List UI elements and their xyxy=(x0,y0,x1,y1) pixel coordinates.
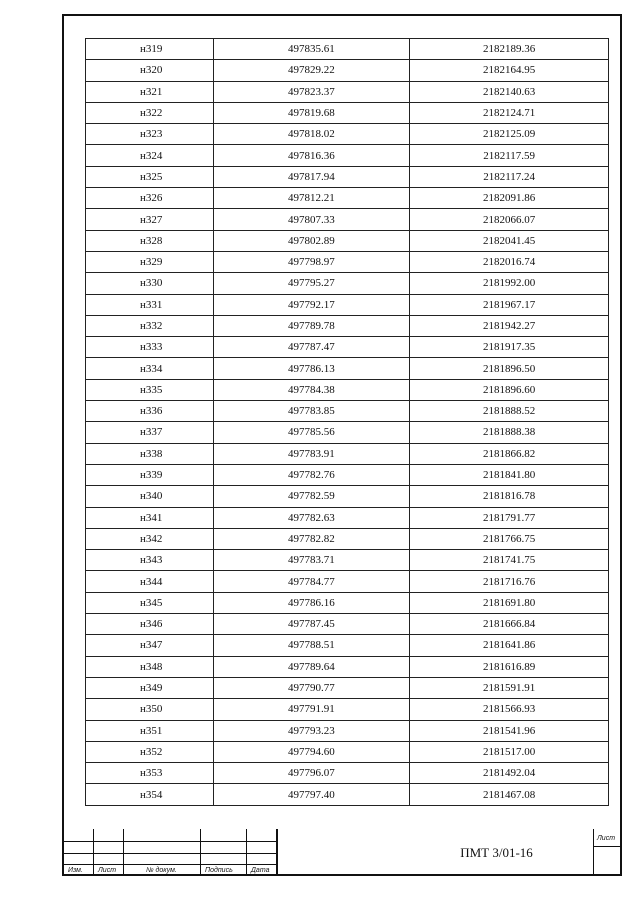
table-row xyxy=(86,486,609,507)
table-row xyxy=(86,656,609,677)
point-name-cell: н340 xyxy=(86,486,214,507)
table-row xyxy=(86,60,609,81)
x-coordinate-cell: 497819.68 xyxy=(213,102,410,123)
table-row xyxy=(86,81,609,102)
document-code: ПМТ 3/01-16 xyxy=(460,845,533,860)
point-name-cell: н351 xyxy=(86,720,214,741)
x-coordinate-cell: 497829.22 xyxy=(213,60,410,81)
point-name-cell: н334 xyxy=(86,358,214,379)
x-coordinate-cell: 497787.47 xyxy=(213,337,410,358)
y-coordinate-cell: 2182091.86 xyxy=(410,188,609,209)
point-name-cell: н338 xyxy=(86,443,214,464)
y-coordinate-cell: 2181492.04 xyxy=(410,763,609,784)
point-name-cell: н336 xyxy=(86,401,214,422)
coordinates-table xyxy=(85,38,609,806)
point-name-cell: н342 xyxy=(86,528,214,549)
x-coordinate-cell: 497785.56 xyxy=(213,422,410,443)
table-row xyxy=(86,720,609,741)
x-coordinate-cell: 497782.82 xyxy=(213,528,410,549)
table-row xyxy=(86,571,609,592)
point-name-cell: н347 xyxy=(86,635,214,656)
x-coordinate-cell: 497802.89 xyxy=(213,230,410,251)
point-name-cell: н328 xyxy=(86,230,214,251)
y-coordinate-cell: 2181866.82 xyxy=(410,443,609,464)
point-name-cell: н323 xyxy=(86,124,214,145)
table-row xyxy=(86,443,609,464)
y-coordinate-cell: 2181691.80 xyxy=(410,592,609,613)
point-name-cell: н350 xyxy=(86,699,214,720)
x-coordinate-cell: 497807.33 xyxy=(213,209,410,230)
y-coordinate-cell: 2182117.59 xyxy=(410,145,609,166)
table-row xyxy=(86,102,609,123)
table-row xyxy=(86,699,609,720)
x-coordinate-cell: 497795.27 xyxy=(213,273,410,294)
y-coordinate-cell: 2181896.60 xyxy=(410,379,609,400)
x-coordinate-cell: 497790.77 xyxy=(213,677,410,698)
label-sheet: Лист xyxy=(597,835,616,842)
table-row xyxy=(86,741,609,762)
x-coordinate-cell: 497787.45 xyxy=(213,614,410,635)
table-row xyxy=(86,188,609,209)
x-coordinate-cell: 497784.38 xyxy=(213,379,410,400)
x-coordinate-cell: 497797.40 xyxy=(213,784,410,805)
label-izm: Изм. xyxy=(68,867,83,874)
table-row xyxy=(86,401,609,422)
table-row xyxy=(86,230,609,251)
x-coordinate-cell: 497783.91 xyxy=(213,443,410,464)
point-name-cell: н322 xyxy=(86,102,214,123)
y-coordinate-cell: 2182066.07 xyxy=(410,209,609,230)
y-coordinate-cell: 2181517.00 xyxy=(410,741,609,762)
x-coordinate-cell: 497789.78 xyxy=(213,315,410,336)
y-coordinate-cell: 2182125.09 xyxy=(410,124,609,145)
y-coordinate-cell: 2181741.75 xyxy=(410,550,609,571)
point-name-cell: н321 xyxy=(86,81,214,102)
x-coordinate-cell: 497792.17 xyxy=(213,294,410,315)
y-coordinate-cell: 2182140.63 xyxy=(410,81,609,102)
coordinates-table-body xyxy=(86,39,609,806)
x-coordinate-cell: 497782.63 xyxy=(213,507,410,528)
point-name-cell: н346 xyxy=(86,614,214,635)
x-coordinate-cell: 497794.60 xyxy=(213,741,410,762)
y-coordinate-cell: 2181566.93 xyxy=(410,699,609,720)
table-row xyxy=(86,209,609,230)
table-row xyxy=(86,464,609,485)
y-coordinate-cell: 2181591.91 xyxy=(410,677,609,698)
y-coordinate-cell: 2181541.96 xyxy=(410,720,609,741)
y-coordinate-cell: 2181666.84 xyxy=(410,614,609,635)
point-name-cell: н319 xyxy=(86,39,214,60)
x-coordinate-cell: 497818.02 xyxy=(213,124,410,145)
y-coordinate-cell: 2181841.80 xyxy=(410,464,609,485)
y-coordinate-cell: 2181992.00 xyxy=(410,273,609,294)
point-name-cell: н326 xyxy=(86,188,214,209)
y-coordinate-cell: 2181791.77 xyxy=(410,507,609,528)
x-coordinate-cell: 497786.16 xyxy=(213,592,410,613)
x-coordinate-cell: 497793.23 xyxy=(213,720,410,741)
point-name-cell: н344 xyxy=(86,571,214,592)
x-coordinate-cell: 497816.36 xyxy=(213,145,410,166)
table-row xyxy=(86,614,609,635)
y-coordinate-cell: 2181888.38 xyxy=(410,422,609,443)
table-row xyxy=(86,379,609,400)
x-coordinate-cell: 497823.37 xyxy=(213,81,410,102)
point-name-cell: н341 xyxy=(86,507,214,528)
table-row xyxy=(86,294,609,315)
y-coordinate-cell: 2181967.17 xyxy=(410,294,609,315)
point-name-cell: н329 xyxy=(86,251,214,272)
table-row xyxy=(86,273,609,294)
y-coordinate-cell: 2182016.74 xyxy=(410,251,609,272)
point-name-cell: н335 xyxy=(86,379,214,400)
table-row xyxy=(86,528,609,549)
y-coordinate-cell: 2181816.78 xyxy=(410,486,609,507)
x-coordinate-cell: 497788.51 xyxy=(213,635,410,656)
table-row xyxy=(86,635,609,656)
table-row xyxy=(86,124,609,145)
y-coordinate-cell: 2181917.35 xyxy=(410,337,609,358)
x-coordinate-cell: 497817.94 xyxy=(213,166,410,187)
x-coordinate-cell: 497791.91 xyxy=(213,699,410,720)
point-name-cell: н325 xyxy=(86,166,214,187)
x-coordinate-cell: 497835.61 xyxy=(213,39,410,60)
x-coordinate-cell: 497798.97 xyxy=(213,251,410,272)
point-name-cell: н339 xyxy=(86,464,214,485)
point-name-cell: н345 xyxy=(86,592,214,613)
y-coordinate-cell: 2181467.08 xyxy=(410,784,609,805)
table-row xyxy=(86,507,609,528)
table-row xyxy=(86,39,609,60)
point-name-cell: н333 xyxy=(86,337,214,358)
table-row xyxy=(86,677,609,698)
title-block xyxy=(62,829,622,876)
point-name-cell: н324 xyxy=(86,145,214,166)
point-name-cell: н353 xyxy=(86,763,214,784)
table-row xyxy=(86,145,609,166)
x-coordinate-cell: 497783.85 xyxy=(213,401,410,422)
point-name-cell: н320 xyxy=(86,60,214,81)
label-doc-number: № докум. xyxy=(146,867,177,874)
y-coordinate-cell: 2182117.24 xyxy=(410,166,609,187)
label-signature: Подпись xyxy=(205,867,233,874)
y-coordinate-cell: 2181641.86 xyxy=(410,635,609,656)
y-coordinate-cell: 2182041.45 xyxy=(410,230,609,251)
y-coordinate-cell: 2182189.36 xyxy=(410,39,609,60)
point-name-cell: н330 xyxy=(86,273,214,294)
x-coordinate-cell: 497784.77 xyxy=(213,571,410,592)
point-name-cell: н332 xyxy=(86,315,214,336)
table-row xyxy=(86,784,609,805)
point-name-cell: н337 xyxy=(86,422,214,443)
x-coordinate-cell: 497796.07 xyxy=(213,763,410,784)
label-date: Дата xyxy=(251,867,270,874)
y-coordinate-cell: 2181888.52 xyxy=(410,401,609,422)
y-coordinate-cell: 2181766.75 xyxy=(410,528,609,549)
x-coordinate-cell: 497812.21 xyxy=(213,188,410,209)
y-coordinate-cell: 2181616.89 xyxy=(410,656,609,677)
y-coordinate-cell: 2181716.76 xyxy=(410,571,609,592)
y-coordinate-cell: 2181942.27 xyxy=(410,315,609,336)
x-coordinate-cell: 497782.76 xyxy=(213,464,410,485)
table-row xyxy=(86,422,609,443)
table-row xyxy=(86,550,609,571)
point-name-cell: н354 xyxy=(86,784,214,805)
y-coordinate-cell: 2181896.50 xyxy=(410,358,609,379)
table-row xyxy=(86,315,609,336)
table-row xyxy=(86,166,609,187)
y-coordinate-cell: 2182124.71 xyxy=(410,102,609,123)
table-row xyxy=(86,337,609,358)
point-name-cell: н348 xyxy=(86,656,214,677)
y-coordinate-cell: 2182164.95 xyxy=(410,60,609,81)
table-row xyxy=(86,592,609,613)
point-name-cell: н331 xyxy=(86,294,214,315)
label-list: Лист xyxy=(98,867,117,874)
point-name-cell: н352 xyxy=(86,741,214,762)
table-row xyxy=(86,251,609,272)
x-coordinate-cell: 497789.64 xyxy=(213,656,410,677)
point-name-cell: н343 xyxy=(86,550,214,571)
table-row xyxy=(86,358,609,379)
table-row xyxy=(86,763,609,784)
point-name-cell: н327 xyxy=(86,209,214,230)
x-coordinate-cell: 497783.71 xyxy=(213,550,410,571)
point-name-cell: н349 xyxy=(86,677,214,698)
x-coordinate-cell: 497782.59 xyxy=(213,486,410,507)
x-coordinate-cell: 497786.13 xyxy=(213,358,410,379)
